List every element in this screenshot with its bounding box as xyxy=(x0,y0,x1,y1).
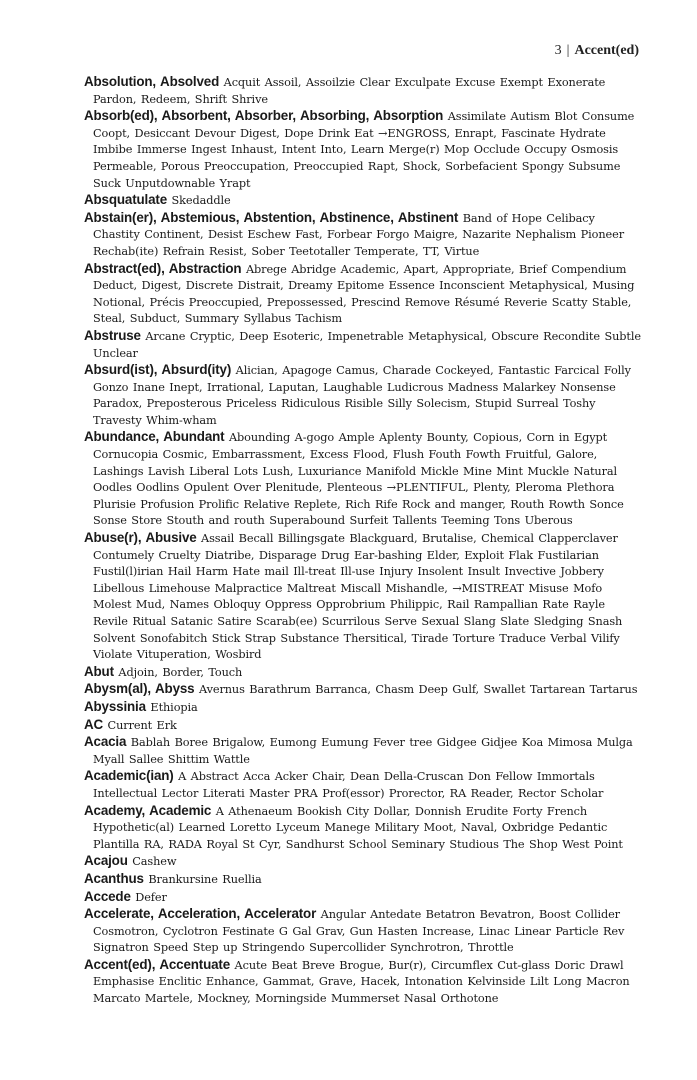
entry-body: Angular Antedate Betatron Bevatron, Boost Collider Cosmotron, Cyclotron Festinate G Gal Grav, Gun Hasten Increase, Linac Linear Particle Rev Signatron Speed Step up Stringendo Supercollider Synchrotron, Throttle xyxy=(93,908,625,955)
entry-headword: Academic(ian) xyxy=(84,768,174,784)
entry-headword: Abuse(r), Abusive xyxy=(84,530,197,546)
running-head-title: Accent(ed) xyxy=(574,43,639,58)
entry xyxy=(84,328,644,362)
entry-headword: Abstract(ed), Abstraction xyxy=(84,260,242,276)
entry-body: Avernus Barathrum Barranca, Chasm Deep Gulf, Swallet Tartarean Tartarus xyxy=(198,683,638,697)
entry xyxy=(84,957,644,1008)
page-number: 3 xyxy=(554,43,562,58)
entry-headword: Accelerate, Acceleration, Accelerator xyxy=(84,906,317,922)
entry-headword: Absquatulate xyxy=(84,192,168,208)
entry xyxy=(84,530,644,664)
entry xyxy=(84,734,644,768)
entry xyxy=(84,210,644,261)
entry xyxy=(84,871,644,889)
entry-body: Skedaddle xyxy=(171,194,231,208)
entry-body: Abrege Abridge Academic, Apart, Appropriate, Brief Compendium Deduct, Digest, Discrete Distrait, Dreamy Epitome Essence Inconscient Metaphysical, Musing Notional, Précis Preoccupied, Prepossessed, Prescind Remove Résumé Reverie Scatty Stable, Steal, Subduct, Summary Syllabus Tachism xyxy=(93,262,635,326)
entry xyxy=(84,853,644,871)
entry-headword: Abstain(er), Abstemious, Abstention, Abstinence, Abstinent xyxy=(84,209,459,225)
entry-body: Ethiopia xyxy=(150,700,198,714)
entry-body: Bablah Boree Brigalow, Eumong Eumung Fever tree Gidgee Gidjee Koa Mimosa Mulga Myall Sallee Shittim Wattle xyxy=(93,736,633,766)
header-separator: | xyxy=(566,43,570,58)
entry xyxy=(84,362,644,429)
entry-headword: Absorb(ed), Absorbent, Absorber, Absorbing, Absorption xyxy=(84,108,444,124)
entry xyxy=(84,717,644,735)
entry-headword: Accede xyxy=(84,888,131,904)
entry-body: Abounding A-gogo Ample Aplenty Bounty, Copious, Corn in Egypt Cornucopia Cosmic, Embarrassment, Excess Flood, Flush Fouth Fowth Fruitful, Galore, Lashings Lavish Liberal Lots Lush, Luxuriance Manifold Mickle Mine Mint Muckle Natural Oodles Oodlins Opulent Over Plenitude, Plenteous →PLENTIFUL, Plenty, Pleroma Plethora Plurisie Profusion Prolific Relative Replete, Rich Rife Rock and manger, Routh Rowth Sonce Sonse Store Stouth and routh Superabound Surfeit Tallents Teeming Tons Uberous xyxy=(93,431,624,528)
entry-body: Arcane Cryptic, Deep Esoteric, Impenetrable Metaphysical, Obscure Recondite Subtle Unclear xyxy=(93,329,641,360)
entry xyxy=(84,429,644,530)
entry-body: Acute Beat Breve Brogue, Bur(r), Circumflex Cut-glass Doric Drawl Emphasise Enclitic Enhance, Gammat, Grave, Hacek, Intonation Kelvinside Lilt Long Macron Marcato Martele, Mockney, Morningside Mummerset Nasal Orthotone xyxy=(93,958,630,1006)
entry xyxy=(84,768,644,802)
entry-headword: Absurd(ist), Absurd(ity) xyxy=(84,362,232,378)
entry-body: A Athenaeum Bookish City Dollar, Donnish Erudite Forty French Hypothetic(al) Learned Loretto Lyceum Manege Military Moot, Naval, Oxbridge Pedantic Plantilla RA, RADA Royal St Cyr, Sandhurst School Seminary Studious The Shop West Point xyxy=(93,804,623,851)
entry xyxy=(84,108,644,192)
entry-headword: Abundance, Abundant xyxy=(84,429,225,445)
entry-body: Acquit Assoil, Assoilzie Clear Exculpate Excuse Exempt Exonerate Pardon, Redeem, Shrift Shrive xyxy=(93,76,606,106)
entry-body: Current Erk xyxy=(107,718,177,732)
entry-body: A Abstract Acca Acker Chair, Dean Della-Cruscan Don Fellow Immortals Intellectual Lector Literati Master PRA Prof(essor) Prorector, RA Reader, Rector Scholar xyxy=(93,770,604,800)
entry xyxy=(84,803,644,854)
entry-headword: Acajou xyxy=(84,853,128,869)
entry-body: Assimilate Autism Blot Consume Coopt, Desiccant Devour Digest, Dope Drink Eat →ENGROSS, Enrapt, Fascinate Hydrate Imbibe Immerse Ingest Inhaust, Intent Into, Learn Merge(r) Mop Occlude Occupy Osmosis Permeable, Porous Preoccupation, Preoccupied Rapt, Shock, Sorbefacient Spongy Subsume Suck Unputdownable Yrapt xyxy=(93,110,635,190)
entry-list xyxy=(84,74,644,1008)
entry-headword: Abyssinia xyxy=(84,698,146,714)
entry xyxy=(84,74,644,108)
entry-headword: Acacia xyxy=(84,734,127,750)
entry-headword: Absolution, Absolved xyxy=(84,74,220,89)
entry-headword: Abysm(al), Abyss xyxy=(84,681,195,697)
entry-body: Cashew xyxy=(132,855,177,869)
entry xyxy=(84,889,644,907)
entry xyxy=(84,681,644,699)
entry-headword: Abut xyxy=(84,663,114,679)
entry-headword: Acanthus xyxy=(84,870,144,886)
entry-body: Defer xyxy=(135,890,167,904)
entry-body: Alician, Apagoge Camus, Charade Cockeyed, Fantastic Farcical Folly Gonzo Inane Inept, Irrational, Laputan, Laughable Ludicrous Madness Malarkey Nonsense Paradox, Preposterous Priceless Ridiculous Risible Silly Solecism, Stupid Surreal Toshy Travesty Whim-wham xyxy=(93,364,631,427)
entry-body: Adjoin, Border, Touch xyxy=(118,665,243,679)
entry-headword: Accent(ed), Accentuate xyxy=(84,956,231,972)
entry-headword: Abstruse xyxy=(84,327,141,343)
entry xyxy=(84,699,644,717)
entry-body: Assail Becall Billingsgate Blackguard, Brutalise, Chemical Clapperclaver Contumely Cruelty Diatribe, Disparage Drug Ear-bashing Elder, Exploit Flak Fustilarian Fustil(l)irian Hail Harm Hate mail Ill-treat Ill-use Injury Insolent Insult Invective Jobbery Libellous Limehouse Malpractice Maltreat Miscall Mishandle, →MISTREAT Misuse Mofo Molest Mud, Names Obloquy Oppress Opprobrium Philippic, Rail Rampallian Rate Rayle Revile Ritual Satanic Satire Scarab(ee) Scurrilous Serve Sexual Slang Slate Sledging Snash Solvent Sonofabitch Stick Strap Substance Thersitical, Tirade Torture Traduce Verbal Vilify Violate Vituperation, Wosbird xyxy=(93,532,623,662)
entry xyxy=(84,261,644,328)
entry-body: Band of Hope Celibacy Chastity Continent, Desist Eschew Fast, Forbear Forgo Maigre, Nazarite Nephalism Pioneer Rechab(ite) Refrain Resist, Sober Teetotaller Temperate, TT, Virtue xyxy=(93,211,625,258)
entry-body: Brankursine Ruellia xyxy=(148,872,262,886)
entry xyxy=(84,664,644,682)
entry-headword: Academy, Academic xyxy=(84,802,212,818)
running-head xyxy=(555,43,639,59)
entry xyxy=(84,192,644,210)
entry-headword: AC xyxy=(84,716,104,732)
entry xyxy=(84,906,644,957)
